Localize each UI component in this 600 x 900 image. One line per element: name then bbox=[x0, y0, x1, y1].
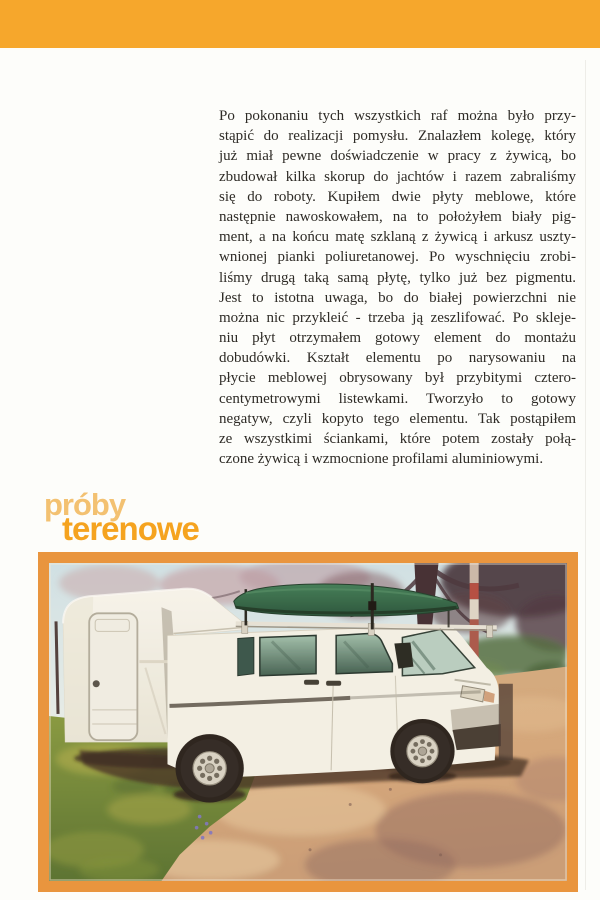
paragraph-line: się do roboty. Kupiłem dwie płyty meblowe, które bbox=[219, 188, 576, 205]
paragraph-line: dobudówki. Kształt elementu po narysowaniu na bbox=[219, 350, 576, 367]
page-edge-line bbox=[585, 60, 586, 890]
paragraph-line: czone żywicą i wzmocnione profilami aluminiowymi. bbox=[219, 451, 544, 468]
article-paragraph bbox=[219, 106, 576, 469]
paragraph-line: centymetrowymi listewkami. Tworzyło to gotowy bbox=[219, 390, 576, 407]
paragraph-line: można nic przykleić - trzeba ją zeszlifować. Po skleje- bbox=[219, 309, 576, 326]
photo-frame bbox=[38, 552, 578, 892]
paragraph-line: Jest to istotna uwaga, bo do białej powierzchni nie bbox=[219, 289, 576, 306]
paragraph-line: niu płyt otrzymałem gotowy element do montażu bbox=[219, 330, 576, 347]
paragraph-line: wnionej pianki poliuretanowej. Po wyschnięciu zrobi- bbox=[219, 249, 576, 266]
photo-van-with-canoe bbox=[49, 563, 567, 881]
paragraph-line: ze wszystkimi ściankami, które potem zostały połą- bbox=[219, 431, 576, 447]
section-heading-word-2: terenowe bbox=[62, 510, 199, 547]
paragraph-line: negatyw, czyli kopyto tego elementu. Tak postąpiłem bbox=[219, 410, 576, 427]
paragraph-line: już miał pewne doświadczenie w pracy z żywicą, bo bbox=[219, 148, 576, 165]
paragraph-line: zbudował kilka skorup do jachtów i razem zabraliśmy bbox=[219, 168, 576, 185]
section-heading-word-1: próby bbox=[44, 487, 126, 522]
paragraph-line: stąpić do realizacji pomysłu. Znalazłem kolegę, który bbox=[219, 128, 576, 145]
paragraph-line: płycie meblowej obrysowany był przybitymi cztero- bbox=[219, 370, 576, 387]
photo-warm-tint bbox=[49, 563, 567, 881]
paragraph-line: ment, a na końcu matę szklaną z żywicą i arkusz uszty- bbox=[219, 229, 576, 246]
paragraph-line: liśmy drugą taką samą płytę, tylko już bez pigmentu. bbox=[219, 269, 576, 286]
paragraph-line: następnie nawoskowałem, na to położyłem biały pig- bbox=[219, 208, 576, 225]
paragraph-line: Po pokonaniu tych wszystkich raf można było przy- bbox=[219, 108, 576, 124]
section-heading bbox=[0, 0, 260, 547]
